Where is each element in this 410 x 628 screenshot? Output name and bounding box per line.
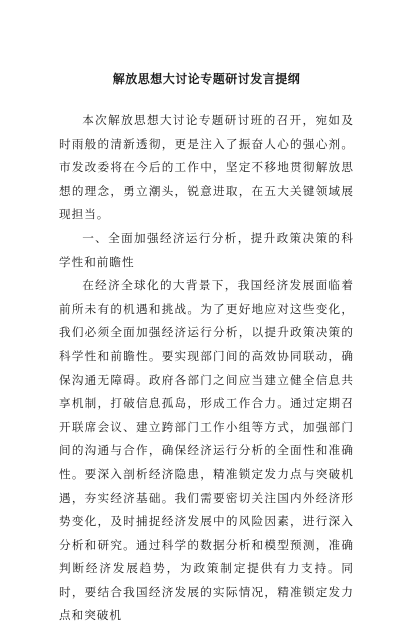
section-heading: 一、全面加强经济运行分析，提升政策决策的科学性和前瞻性 <box>59 230 354 269</box>
document-title: 解放思想大讨论专题研讨发言提纲 <box>112 72 301 86</box>
body-paragraph: 在经济全球化的大背景下，我国经济发展面临着前所未有的机遇和挑战。为了更好地应对这些变化，我们必须全面加强经济运行分析，以提升政策决策的科学性和前瞻性。要实现部门间的高效协同联动，确保沟通无障碍。政府各部门之间应当建立健全信息共享机制，打破信息孤岛，形成工作合力。通过定期召开联席会议、建立跨部门工作小组等方式，加强部门间的沟通与合作，确保经济运行分析的全面性和准确性。要深入剖析经济隐患，精准锁定发力点与突破机遇，夯实经济基础。我们需要密切关注国内外经济形势变化，及时捕捉经济发展中的风险因素，进行深入分析和研究。通过科学的数据分析和模型预测，准确判断经济发展趋势，为政策制定提供有力支持。同时，要结合我国经济发展的实际情况，精准锁定发力点和突破机 <box>59 278 354 623</box>
intro-paragraph: 本次解放思想大讨论专题研讨班的召开，宛如及时雨般的清新透彻，更是注入了振奋人心的强心剂。市发改委将在今后的工作中，坚定不移地贯彻解放思想的理念，勇立潮头，锐意进取，在五大关键领域展现担当。 <box>59 113 354 222</box>
